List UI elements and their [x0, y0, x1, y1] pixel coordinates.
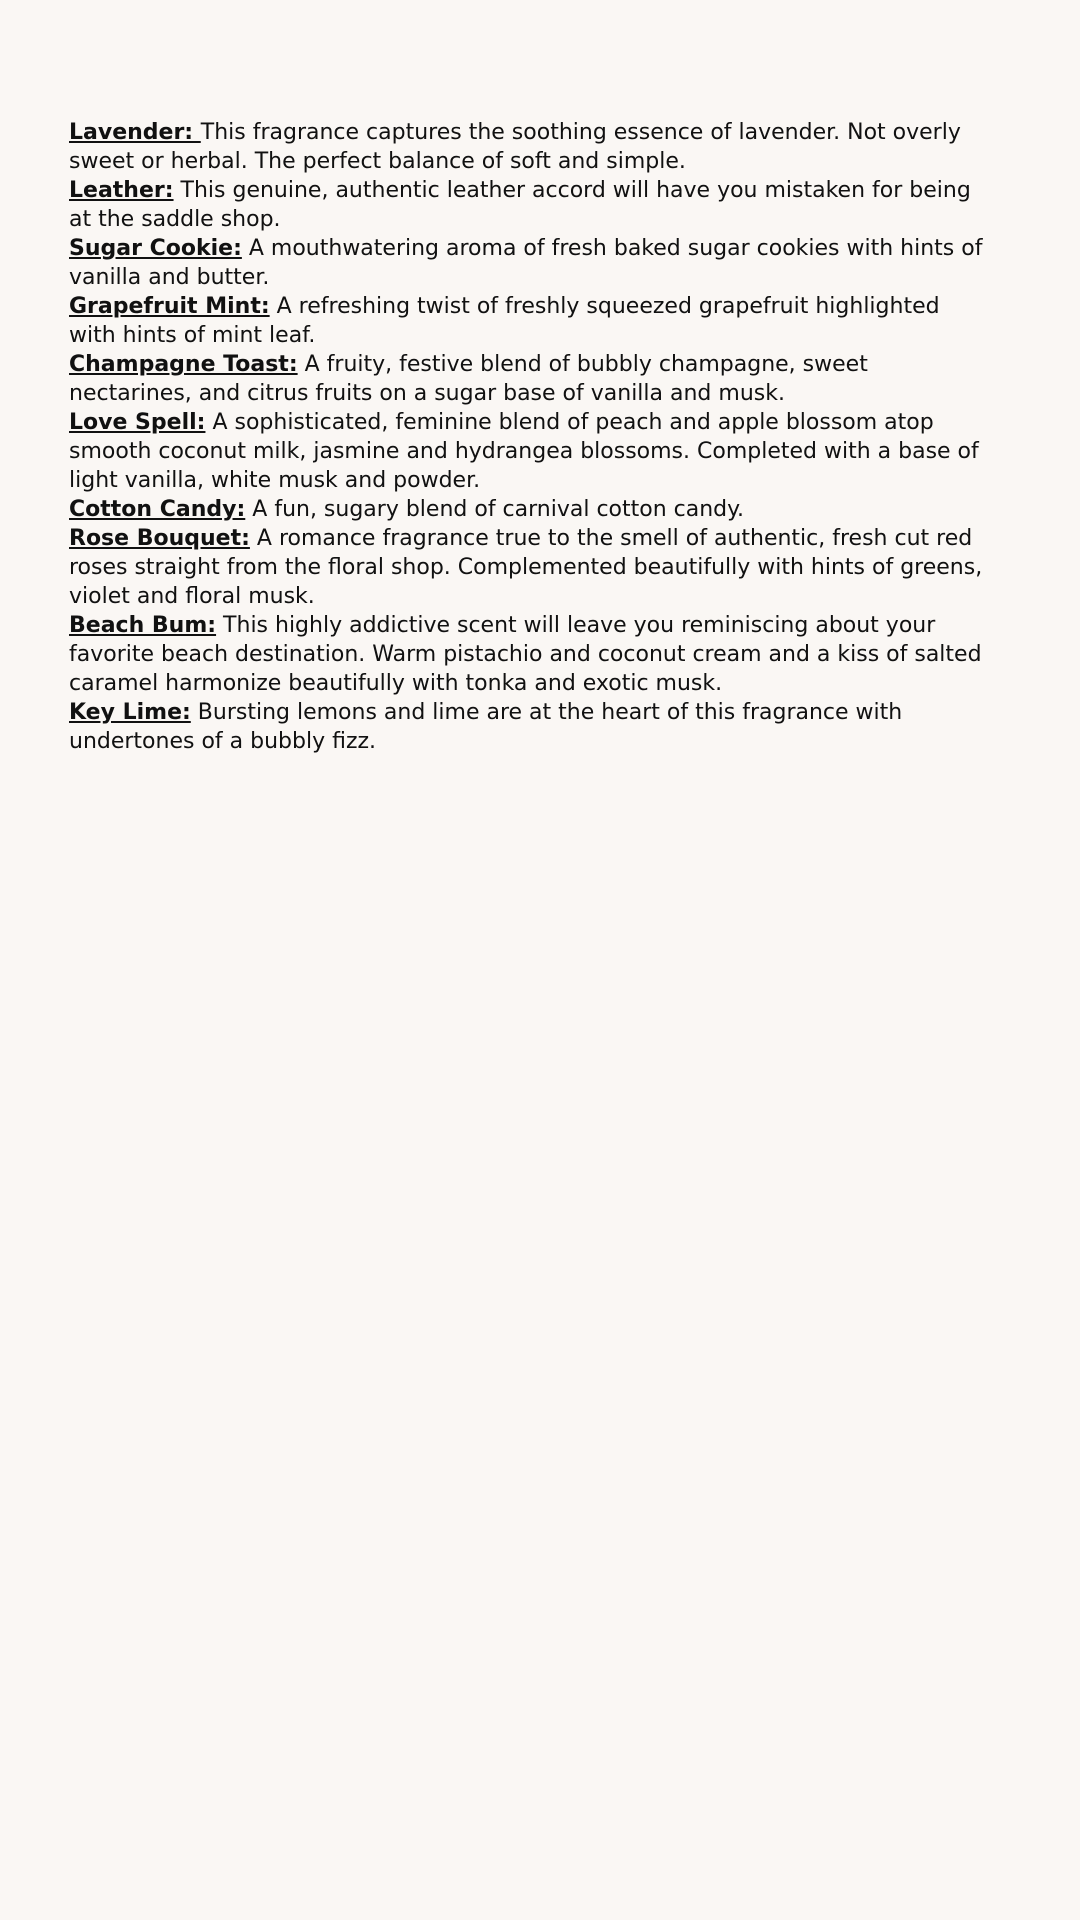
scent-description-leather: This genuine, authentic leather accord will have you mistaken for being at the saddle shop. — [69, 178, 971, 232]
scent-description-champagne-toast: A fruity, festive blend of bubbly champagne, sweet nectarines, and citrus fruits on a sugar base of vanilla and musk. — [69, 352, 868, 406]
scent-name-lavender: Lavender: — [69, 120, 201, 145]
scent-description-beach-bum: This highly addictive scent will leave you reminiscing about your favorite beach destination. Warm pistachio and coconut cream and a kiss of salted caramel harmonize beautifully with tonka and exotic musk. — [69, 613, 982, 696]
scent-name-rose-bouquet: Rose Bouquet: — [69, 526, 250, 551]
scent-description-lavender: This fragrance captures the soothing essence of lavender. Not overly sweet or herbal. The perfect balance of soft and simple. — [69, 120, 961, 174]
scent-entry-love-spell — [69, 408, 989, 495]
scent-description-sugar-cookie: A mouthwatering aroma of fresh baked sugar cookies with hints of vanilla and butter. — [69, 236, 983, 290]
scent-name-love-spell: Love Spell: — [69, 410, 206, 435]
scent-description-grapefruit-mint: A refreshing twist of freshly squeezed grapefruit highlighted with hints of mint leaf. — [69, 294, 940, 348]
scent-name-grapefruit-mint: Grapefruit Mint: — [69, 294, 270, 319]
scent-name-leather: Leather: — [69, 178, 174, 203]
scent-name-champagne-toast: Champagne Toast: — [69, 352, 298, 377]
scent-description-list — [69, 118, 989, 756]
scent-name-beach-bum: Beach Bum: — [69, 613, 217, 638]
scent-entry-leather — [69, 176, 989, 234]
scent-entry-key-lime — [69, 698, 989, 756]
scent-entry-beach-bum — [69, 611, 989, 698]
scent-description-love-spell: A sophisticated, feminine blend of peach and apple blossom atop smooth coconut milk, jasmine and hydrangea blossoms. Completed with a base of light vanilla, white musk and powder. — [69, 410, 979, 493]
scent-entry-grapefruit-mint — [69, 292, 989, 350]
scent-entry-cotton-candy — [69, 495, 989, 524]
scent-name-cotton-candy: Cotton Candy: — [69, 497, 246, 522]
scent-name-sugar-cookie: Sugar Cookie: — [69, 236, 242, 261]
scent-entry-champagne-toast — [69, 350, 989, 408]
scent-entry-rose-bouquet — [69, 524, 989, 611]
scent-name-key-lime: Key Lime: — [69, 700, 191, 725]
scent-entry-sugar-cookie — [69, 234, 989, 292]
scent-entry-lavender — [69, 118, 989, 176]
scent-description-cotton-candy: A fun, sugary blend of carnival cotton candy. — [245, 497, 745, 522]
scent-description-key-lime: Bursting lemons and lime are at the heart of this fragrance with undertones of a bubbly fizz. — [69, 700, 903, 754]
scent-description-rose-bouquet: A romance fragrance true to the smell of authentic, fresh cut red roses straight from the floral shop. Complemented beautifully with hints of greens, violet and floral musk. — [69, 526, 983, 609]
